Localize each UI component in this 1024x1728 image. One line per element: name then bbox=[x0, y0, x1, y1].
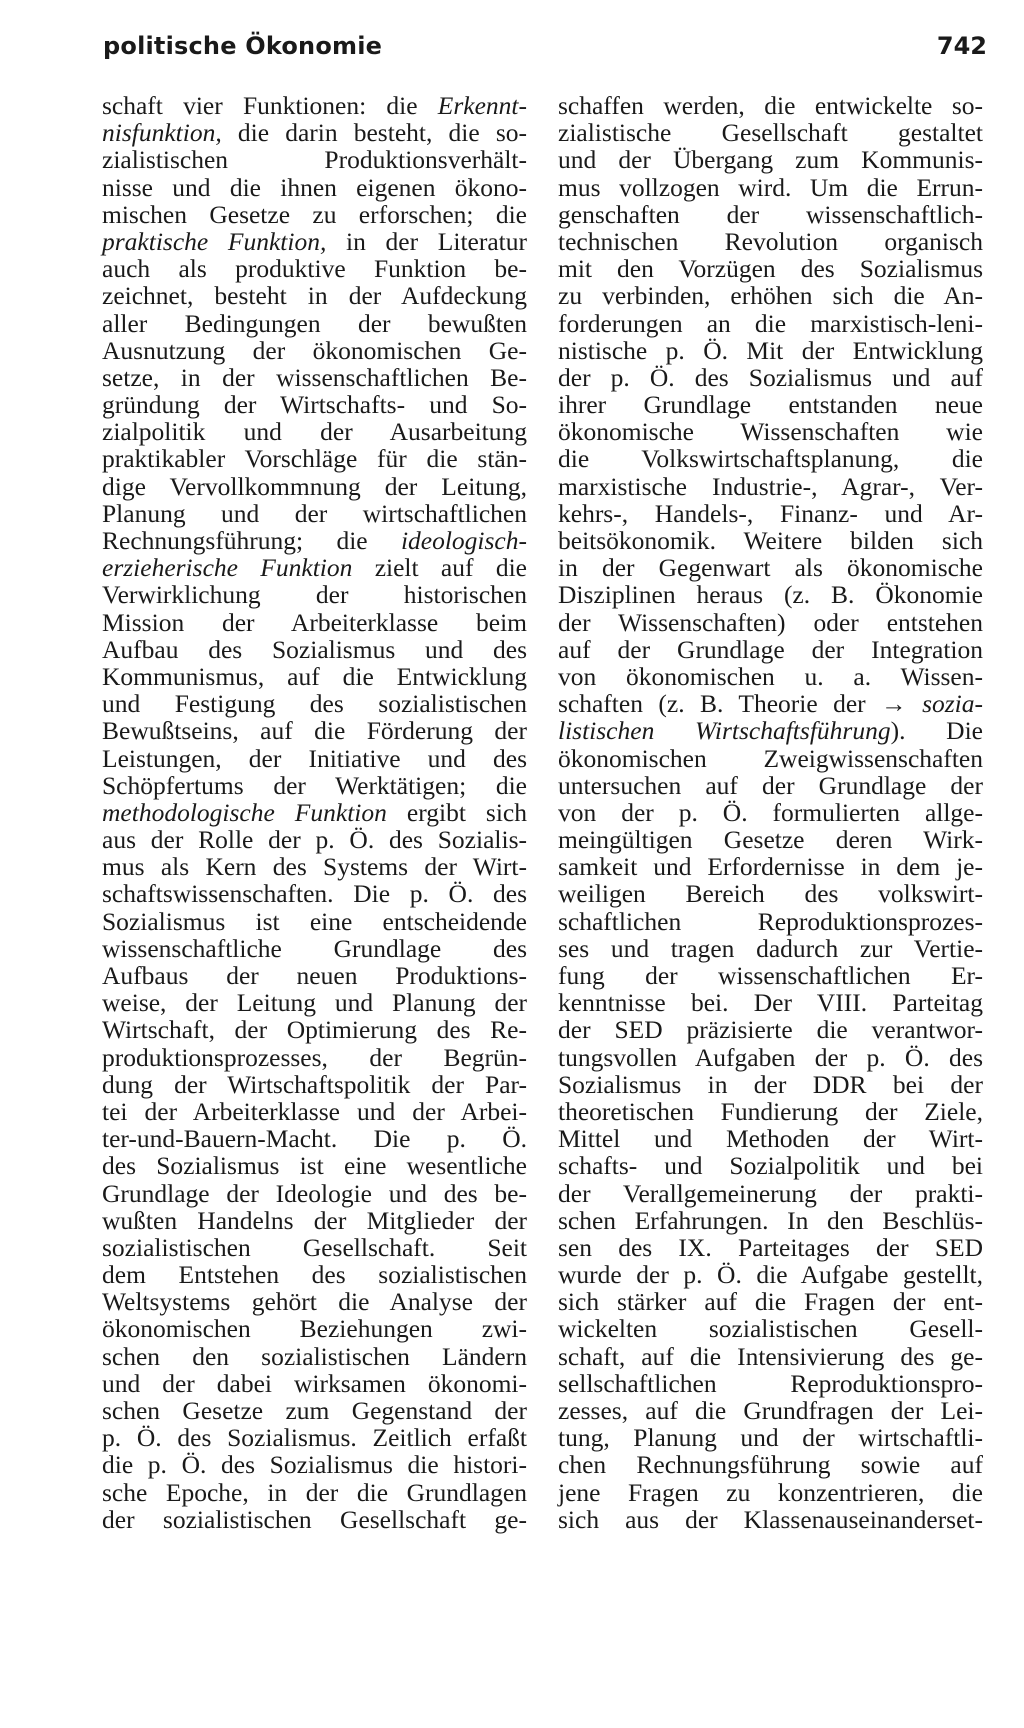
text-segment: marxistische Industrie-, Agrar-, Ver- bbox=[558, 471, 983, 501]
text-segment: Grundlage der Ideologie und des be- bbox=[102, 1178, 527, 1208]
text-line bbox=[558, 853, 983, 880]
text-segment: Sozialismus in der DDR bei der bbox=[558, 1069, 983, 1099]
text-segment: wissenschaftliche Grundlage des bbox=[102, 933, 527, 963]
text-line bbox=[102, 500, 527, 527]
text-line bbox=[102, 826, 527, 853]
text-segment: tei der Arbeiterklasse und der Arbei- bbox=[102, 1096, 527, 1126]
text-segment: und der Übergang zum Kommunis- bbox=[558, 145, 983, 175]
text-segment: zesses, auf die Grundfragen der Lei- bbox=[558, 1396, 983, 1425]
text-line bbox=[558, 1180, 983, 1207]
text-segment: dung der Wirtschaftspolitik der Par- bbox=[102, 1069, 527, 1099]
text-line bbox=[558, 255, 983, 282]
text-segment: sche Epoche, in der die Grundlagen bbox=[102, 1477, 527, 1507]
text-line bbox=[102, 1288, 527, 1315]
text-segment: von ökonomischen u. a. Wissen- bbox=[558, 661, 983, 691]
italic-term: praktische Funktion, bbox=[102, 226, 327, 256]
text-segment: theoretischen Fundierung der Ziele, bbox=[558, 1096, 983, 1126]
text-line bbox=[102, 1125, 527, 1152]
text-line bbox=[558, 1479, 983, 1506]
text-line bbox=[558, 201, 983, 228]
text-line bbox=[558, 663, 983, 690]
text-segment: praktikabler Vorschläge für die stän- bbox=[102, 444, 527, 474]
text-segment: ). Die bbox=[890, 716, 983, 746]
text-segment: Mission der Arbeiterklasse beim bbox=[102, 607, 527, 637]
text-line bbox=[558, 500, 983, 527]
text-line bbox=[558, 717, 983, 744]
text-line bbox=[102, 1071, 527, 1098]
italic-term: ideologisch- bbox=[400, 526, 527, 555]
text-segment: Planung und der wirtschaftlichen bbox=[102, 498, 527, 528]
text-line bbox=[558, 337, 983, 364]
text-segment: sozialistischen Gesellschaft. Seit bbox=[102, 1232, 527, 1262]
text-line bbox=[102, 935, 527, 962]
text-line bbox=[558, 1207, 983, 1234]
text-segment: Bewußtseins, auf die Förderung der bbox=[102, 716, 527, 746]
text-line bbox=[558, 636, 983, 663]
text-line bbox=[558, 1288, 983, 1315]
text-segment: Kommunismus, auf die Entwicklung bbox=[102, 661, 527, 691]
text-line bbox=[558, 174, 983, 201]
text-segment: wickelten sozialistischen Gesell- bbox=[558, 1314, 983, 1344]
text-line bbox=[102, 1315, 527, 1342]
text-segment: weiligen Bereich des volkswirt- bbox=[558, 879, 983, 909]
text-line bbox=[102, 799, 527, 826]
text-segment: ökonomische Wissenschaften wie bbox=[558, 417, 983, 447]
text-segment: Wirtschaft, der Optimierung des Re- bbox=[102, 1015, 527, 1045]
text-segment: mus als Kern des Systems der Wirt- bbox=[102, 852, 527, 882]
text-line bbox=[102, 201, 527, 228]
text-line bbox=[558, 1152, 983, 1179]
text-line bbox=[102, 1424, 527, 1451]
text-segment: des Sozialismus ist eine wesentliche bbox=[102, 1151, 527, 1181]
text-segment: und der dabei wirksamen ökonomi- bbox=[102, 1368, 527, 1398]
text-segment: der SED präzisierte die verantwor- bbox=[558, 1015, 983, 1045]
text-line bbox=[102, 1207, 527, 1234]
text-segment: die darin besteht, die so- bbox=[221, 118, 527, 148]
text-segment: weise, der Leitung und Planung der bbox=[102, 988, 527, 1018]
text-line bbox=[102, 908, 527, 935]
text-segment: schen den sozialistischen Ländern bbox=[102, 1341, 527, 1371]
text-segment: zialistische Gesellschaft gestaltet bbox=[558, 118, 983, 148]
text-line bbox=[102, 1261, 527, 1288]
text-line bbox=[558, 1315, 983, 1342]
text-line bbox=[102, 1370, 527, 1397]
text-segment: der sozialistischen Gesellschaft ge- bbox=[102, 1504, 527, 1534]
text-segment: zielt auf die bbox=[352, 553, 527, 583]
text-segment: zialpolitik und der Ausarbeitung bbox=[102, 417, 527, 447]
text-line bbox=[558, 310, 983, 337]
text-line bbox=[558, 935, 983, 962]
text-segment: schaft, auf die Intensivierung des ge- bbox=[558, 1341, 983, 1371]
text-line bbox=[102, 310, 527, 337]
text-line bbox=[558, 1451, 983, 1478]
text-segment: schaft vier Funktionen: die bbox=[102, 91, 438, 120]
text-line bbox=[558, 772, 983, 799]
text-segment: Disziplinen heraus (z. B. Ökonomie bbox=[558, 580, 983, 610]
text-segment: forderungen an die marxistisch-leni- bbox=[558, 308, 983, 338]
text-segment: dige Vervollkommnung der Leitung, bbox=[102, 471, 527, 501]
text-line bbox=[102, 418, 527, 445]
text-segment: wußten Handelns der Mitglieder der bbox=[102, 1205, 527, 1235]
text-line bbox=[102, 1397, 527, 1424]
text-segment: nistische p. Ö. Mit der Entwicklung bbox=[558, 335, 983, 365]
text-line bbox=[102, 473, 527, 500]
text-segment: mit den Vorzügen des Sozialismus bbox=[558, 254, 983, 284]
text-segment: chen Rechnungsführung sowie auf bbox=[558, 1450, 983, 1480]
text-line bbox=[558, 1424, 983, 1451]
text-segment: nisse und die ihnen eigenen ökono- bbox=[102, 172, 527, 202]
text-segment: der Verallgemeinerung der prakti- bbox=[558, 1178, 983, 1208]
text-line bbox=[102, 554, 527, 581]
text-line bbox=[558, 418, 983, 445]
text-line bbox=[558, 1125, 983, 1152]
text-line bbox=[558, 1506, 983, 1533]
italic-term: sozia- bbox=[922, 689, 983, 719]
text-segment: Schöpfertums der Werktätigen; die bbox=[102, 770, 527, 800]
text-segment: aus der Rolle der p. Ö. des Sozialis- bbox=[102, 825, 527, 855]
text-line bbox=[558, 282, 983, 309]
text-segment: p. Ö. des Sozialismus. Zeitlich erfaßt bbox=[102, 1423, 527, 1453]
text-segment: genschaften der wissenschaftlich- bbox=[558, 199, 983, 229]
text-segment: zu verbinden, erhöhen sich die An- bbox=[558, 281, 983, 311]
text-line bbox=[102, 445, 527, 472]
text-segment: ses und tragen dadurch zur Vertie- bbox=[558, 933, 983, 963]
text-line bbox=[558, 609, 983, 636]
text-line bbox=[102, 527, 527, 554]
text-line bbox=[102, 772, 527, 799]
text-segment: gründung der Wirtschafts- und So- bbox=[102, 390, 527, 420]
text-line bbox=[558, 1016, 983, 1043]
text-segment: produktionsprozesses, der Begrün- bbox=[102, 1042, 527, 1072]
text-segment: ihrer Grundlage entstanden neue bbox=[558, 390, 983, 420]
text-line bbox=[558, 745, 983, 772]
text-line bbox=[558, 1397, 983, 1424]
text-segment: schen Gesetze zum Gegenstand der bbox=[102, 1396, 527, 1425]
text-line bbox=[102, 92, 527, 119]
italic-term: methodologische Funktion bbox=[102, 797, 387, 827]
text-line bbox=[102, 255, 527, 282]
text-segment: ter-und-Bauern-Macht. Die p. Ö. bbox=[102, 1124, 527, 1154]
text-line bbox=[558, 119, 983, 146]
text-line bbox=[102, 1506, 527, 1533]
text-segment: in der Gegenwart als ökonomische bbox=[558, 553, 983, 583]
text-segment: ergibt sich bbox=[386, 797, 527, 827]
text-segment: schaften (z. B. Theorie der → bbox=[558, 689, 923, 719]
text-line bbox=[102, 282, 527, 309]
text-segment: Aufbaus der neuen Produktions- bbox=[102, 961, 527, 990]
text-line bbox=[102, 1098, 527, 1125]
text-segment: fung der wissenschaftlichen Er- bbox=[558, 961, 983, 990]
text-segment: von der p. Ö. formulierten allge- bbox=[558, 797, 983, 827]
text-line bbox=[558, 1234, 983, 1261]
text-line bbox=[102, 1451, 527, 1478]
text-line bbox=[558, 1261, 983, 1288]
text-line bbox=[102, 636, 527, 663]
text-line bbox=[558, 908, 983, 935]
text-line bbox=[102, 119, 527, 146]
page-number: 742 bbox=[936, 32, 987, 60]
text-line bbox=[102, 364, 527, 391]
text-segment: Aufbau des Sozialismus und des bbox=[102, 634, 527, 664]
page-header bbox=[103, 32, 987, 72]
text-line bbox=[558, 445, 983, 472]
text-line bbox=[558, 473, 983, 500]
running-head-title: politische Ökonomie bbox=[103, 32, 383, 60]
text-segment: dem Entstehen des sozialistischen bbox=[102, 1260, 527, 1290]
text-segment: die p. Ö. des Sozialismus die histori- bbox=[102, 1450, 527, 1480]
text-segment: sich aus der Klassenauseinanderset- bbox=[558, 1504, 983, 1534]
text-segment: zeichnet, besteht in der Aufdeckung bbox=[102, 281, 527, 311]
text-segment: mus vollzogen wird. Um die Errun- bbox=[558, 172, 983, 202]
text-line bbox=[102, 853, 527, 880]
left-text-column bbox=[102, 92, 527, 1533]
text-segment: zialistischen Produktionsverhält- bbox=[102, 145, 527, 175]
text-line bbox=[558, 826, 983, 853]
text-line bbox=[558, 527, 983, 554]
text-line bbox=[102, 1479, 527, 1506]
text-segment: ökonomischen Zweigwissenschaften bbox=[558, 743, 983, 773]
italic-term: nisfunktion, bbox=[102, 118, 222, 148]
text-segment: sellschaftlichen Reproduktionspro- bbox=[558, 1368, 983, 1398]
text-line bbox=[102, 609, 527, 636]
text-line bbox=[558, 799, 983, 826]
text-segment: jene Fragen zu konzentrieren, die bbox=[558, 1477, 983, 1507]
text-line bbox=[102, 690, 527, 717]
text-segment: kehrs-, Handels-, Finanz- und Ar- bbox=[558, 498, 983, 528]
text-segment: schaftswissenschaften. Die p. Ö. des bbox=[102, 879, 527, 909]
text-line bbox=[102, 581, 527, 608]
text-line bbox=[558, 554, 983, 581]
text-segment: auch als produktive Funktion be- bbox=[102, 254, 527, 284]
text-segment: Mittel und Methoden der Wirt- bbox=[558, 1124, 983, 1154]
text-line bbox=[558, 1071, 983, 1098]
text-segment: meingültigen Gesetze deren Wirk- bbox=[558, 825, 983, 855]
text-segment: tungsvollen Aufgaben der p. Ö. des bbox=[558, 1042, 983, 1072]
text-segment: mischen Gesetze zu erforschen; die bbox=[102, 199, 527, 229]
text-line bbox=[558, 228, 983, 255]
text-segment: der p. Ö. des Sozialismus und auf bbox=[558, 362, 983, 392]
text-line bbox=[558, 92, 983, 119]
text-line bbox=[102, 1234, 527, 1261]
italic-term: listischen Wirtschaftsführung bbox=[558, 716, 891, 746]
text-line bbox=[558, 581, 983, 608]
text-line bbox=[102, 391, 527, 418]
text-line bbox=[558, 1343, 983, 1370]
text-line bbox=[102, 745, 527, 772]
text-line bbox=[102, 1152, 527, 1179]
text-segment: wurde der p. Ö. die Aufgabe gestellt, bbox=[558, 1260, 983, 1290]
text-segment: sich stärker auf die Fragen der ent- bbox=[558, 1287, 983, 1317]
text-segment: aller Bedingungen der bewußten bbox=[102, 308, 527, 338]
text-segment: der Wissenschaften) oder entstehen bbox=[558, 607, 983, 637]
text-line bbox=[102, 663, 527, 690]
text-line bbox=[558, 690, 983, 717]
text-line bbox=[558, 989, 983, 1016]
text-line bbox=[102, 228, 527, 255]
text-segment: technischen Revolution organisch bbox=[558, 226, 983, 256]
text-segment: schaftlichen Reproduktionsprozes- bbox=[558, 906, 983, 936]
text-line bbox=[102, 989, 527, 1016]
text-segment: Rechnungsführung; die bbox=[102, 526, 401, 555]
text-segment: Sozialismus ist eine entscheidende bbox=[102, 906, 527, 936]
text-line bbox=[558, 962, 983, 989]
text-segment: tung, Planung und der wirtschaftli- bbox=[558, 1423, 983, 1453]
text-line bbox=[558, 1098, 983, 1125]
text-line bbox=[102, 174, 527, 201]
text-segment: schafts- und Sozialpolitik und bei bbox=[558, 1151, 983, 1181]
text-line bbox=[102, 962, 527, 989]
text-line bbox=[102, 880, 527, 907]
text-segment: beitsökonomik. Weitere bilden sich bbox=[558, 526, 983, 555]
text-segment: kenntnisse bei. Der VIII. Parteitag bbox=[558, 988, 983, 1018]
text-segment: die Volkswirtschaftsplanung, die bbox=[558, 444, 983, 474]
right-text-column bbox=[558, 92, 983, 1533]
text-segment: und Festigung des sozialistischen bbox=[102, 689, 527, 719]
text-line bbox=[102, 1016, 527, 1043]
text-segment: Verwirklichung der historischen bbox=[102, 580, 527, 610]
italic-term: Erkennt- bbox=[437, 91, 527, 120]
text-segment: in der Literatur bbox=[326, 226, 527, 256]
text-line bbox=[558, 364, 983, 391]
text-line bbox=[102, 337, 527, 364]
text-line bbox=[102, 1180, 527, 1207]
text-line bbox=[102, 717, 527, 744]
text-line bbox=[558, 1044, 983, 1071]
text-segment: ökonomischen Beziehungen zwi- bbox=[102, 1314, 527, 1344]
text-line bbox=[558, 391, 983, 418]
text-line bbox=[558, 880, 983, 907]
text-segment: Leistungen, der Initiative und des bbox=[102, 743, 527, 773]
text-segment: auf der Grundlage der Integration bbox=[558, 634, 983, 664]
text-line bbox=[102, 1044, 527, 1071]
text-segment: Ausnutzung der ökonomischen Ge- bbox=[102, 335, 527, 365]
text-segment: samkeit und Erfordernisse in dem je- bbox=[558, 852, 983, 882]
text-segment: Weltsystems gehört die Analyse der bbox=[102, 1287, 527, 1317]
text-segment: schaffen werden, die entwickelte so- bbox=[558, 91, 983, 120]
italic-term: erzieherische Funktion bbox=[102, 553, 353, 583]
text-segment: setze, in der wissenschaftlichen Be- bbox=[102, 362, 527, 392]
text-segment: sen des IX. Parteitages der SED bbox=[558, 1232, 983, 1262]
text-line bbox=[558, 1370, 983, 1397]
text-line bbox=[102, 1343, 527, 1370]
text-segment: schen Erfahrungen. In den Beschlüs- bbox=[558, 1205, 983, 1235]
text-line bbox=[558, 146, 983, 173]
text-line bbox=[102, 146, 527, 173]
text-segment: untersuchen auf der Grundlage der bbox=[558, 770, 983, 800]
